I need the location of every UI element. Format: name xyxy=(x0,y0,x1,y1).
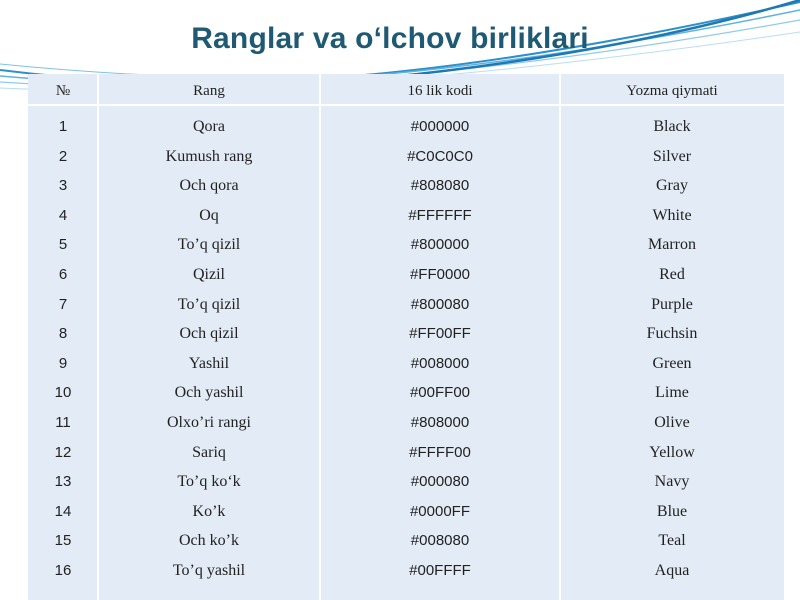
cell-written-value: Purple xyxy=(651,295,693,313)
cell-hex-code: #0000FF xyxy=(409,502,471,520)
cell-hex-code: #808080 xyxy=(410,177,470,195)
cell-hex-code: #00FFFF xyxy=(409,561,471,579)
cell-color-name: To’q yashil xyxy=(172,561,246,579)
cell-written-value: Green xyxy=(652,354,692,372)
cell-number: 9 xyxy=(58,354,68,372)
cell-number: 11 xyxy=(55,413,71,431)
cell-hex-code: #808000 xyxy=(410,413,470,431)
cell-number: 10 xyxy=(54,384,72,402)
cell-written-value: Olive xyxy=(654,413,690,431)
header-number: № xyxy=(55,83,71,99)
cell-hex-code: #FFFF00 xyxy=(409,443,471,461)
cell-hex-code: #FFFFFF xyxy=(408,206,472,224)
cell-hex-code: #000080 xyxy=(410,473,470,491)
cell-color-name: Yashil xyxy=(188,354,230,372)
cell-hex-code: #008080 xyxy=(410,532,470,550)
header-color-name: Rang xyxy=(193,83,225,99)
cell-written-value: Navy xyxy=(654,473,690,491)
cell-color-name: Och qora xyxy=(179,177,239,195)
header-hex-code: 16 lik kodi xyxy=(407,83,473,99)
cell-written-value: Yellow xyxy=(649,443,695,461)
cell-color-name: To’q ko‘k xyxy=(177,473,241,491)
cell-color-name: To’q qizil xyxy=(177,236,241,254)
cell-written-value: Blue xyxy=(656,502,688,520)
cell-hex-code: #008000 xyxy=(410,354,470,372)
cell-color-name: Och yashil xyxy=(174,384,244,402)
color-table xyxy=(28,74,784,600)
cell-color-name: Qizil xyxy=(193,265,225,283)
cell-written-value: Teal xyxy=(658,532,686,550)
cell-written-value: Aqua xyxy=(654,561,690,579)
cell-hex-code: #FF0000 xyxy=(409,265,471,283)
cell-number: 3 xyxy=(58,177,68,195)
cell-written-value: Red xyxy=(659,265,685,283)
cell-written-value: White xyxy=(652,206,692,224)
cell-number: 8 xyxy=(58,325,68,343)
cell-written-value: Marron xyxy=(648,236,696,254)
cell-number: 6 xyxy=(58,265,68,283)
cell-written-value: Gray xyxy=(656,177,688,195)
cell-hex-code: #00FF00 xyxy=(409,384,471,402)
cell-number: 12 xyxy=(54,443,72,461)
cell-number: 14 xyxy=(54,502,72,520)
cell-number: 7 xyxy=(58,295,68,313)
cell-color-name: To’q qizil xyxy=(177,295,241,313)
cell-color-name: Kumush rang xyxy=(165,147,253,165)
cell-written-value: Black xyxy=(653,118,691,135)
cell-hex-code: #C0C0C0 xyxy=(407,147,473,165)
column-color-name xyxy=(98,112,320,586)
cell-color-name: Olxo’ri rangi xyxy=(167,413,251,431)
table-header xyxy=(28,74,784,106)
cell-hex-code: #800000 xyxy=(410,236,470,254)
cell-written-value: Fuchsin xyxy=(646,325,698,343)
column-written-value xyxy=(560,112,784,586)
cell-hex-code: #800080 xyxy=(410,295,470,313)
column-hex-code xyxy=(320,112,560,586)
cell-color-name: Ko’k xyxy=(192,502,226,520)
cell-number: 1 xyxy=(58,118,68,135)
cell-color-name: Och qizil xyxy=(179,325,239,343)
cell-hex-code: #000000 xyxy=(410,118,470,135)
cell-written-value: Silver xyxy=(652,147,692,165)
cell-hex-code: #FF00FF xyxy=(409,325,471,343)
cell-number: 2 xyxy=(58,147,68,165)
cell-written-value: Lime xyxy=(655,384,689,402)
cell-number: 16 xyxy=(54,561,72,579)
cell-number: 13 xyxy=(54,473,72,491)
header-written-value: Yozma qiymati xyxy=(626,83,718,99)
column-number xyxy=(28,112,98,586)
cell-number: 4 xyxy=(58,206,68,224)
cell-color-name: Och ko’k xyxy=(179,532,239,550)
cell-color-name: Oq xyxy=(199,206,219,224)
page-title: Ranglar va o‘lchov birliklari xyxy=(191,22,589,55)
cell-color-name: Sariq xyxy=(192,443,226,461)
cell-number: 15 xyxy=(54,532,72,550)
cell-color-name: Qora xyxy=(193,118,225,135)
cell-number: 5 xyxy=(58,236,68,254)
